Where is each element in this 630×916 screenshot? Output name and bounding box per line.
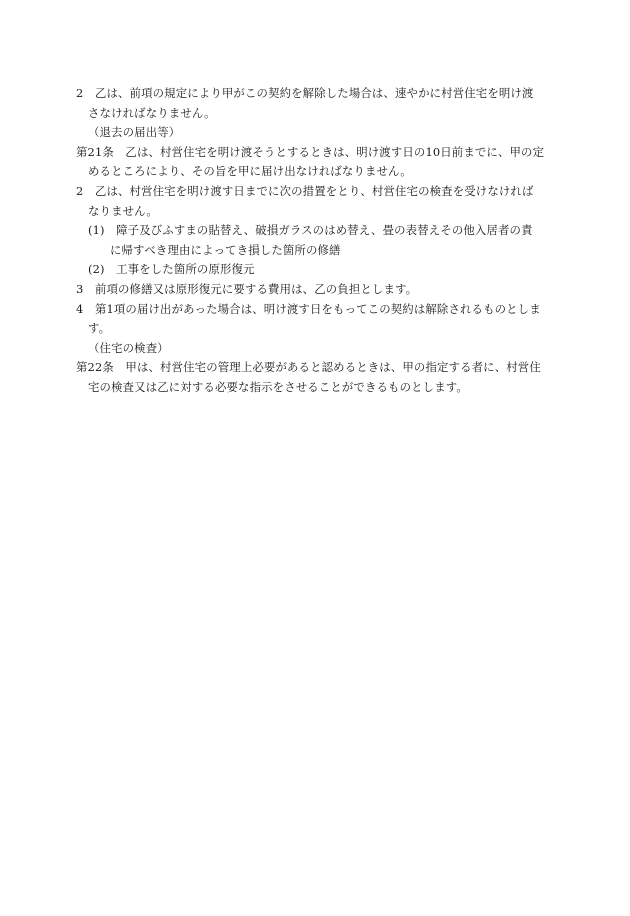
article-21-item-2-line-1: (2) 工事をした箇所の原形復元 (88, 262, 255, 277)
article-21-line-2: めるところにより、その旨を甲に届け出なければなりません。 (88, 164, 412, 179)
article-21-line-1: 第21条 乙は、村営住宅を明け渡そうとするときは、明け渡す日の10日前までに、甲の定 (76, 144, 545, 159)
article-21-item-1-line-1: (1) 障子及びふすまの貼替え、破損ガラスのはめ替え、畳の表替えその他入居者の責 (88, 223, 533, 238)
paragraph-2-line-2: さなければなりません。 (88, 105, 216, 120)
article-21-para-2-line-2: なりません。 (88, 203, 158, 218)
document-body (76, 84, 554, 398)
article-21-para-2-line-1: 2 乙は、村営住宅を明け渡す日までに次の措置をとり、村営住宅の検査を受けなければ (76, 183, 534, 198)
article-21-item-1-line-2: に帰すべき理由によってき損した箇所の修繕 (110, 242, 341, 257)
article-21-para-4-line-2: す。 (88, 321, 111, 336)
article-22-caption: （住宅の検査） (88, 340, 169, 355)
article-21-para-3-line-1: 3 前項の修繕又は原形復元に要する費用は、乙の負担とします。 (76, 281, 418, 296)
article-21-para-4-line-1: 4 第1項の届け出があった場合は、明け渡す日をもってこの契約は解除されるものとしま (76, 301, 541, 316)
article-21-caption: （退去の届出等） (88, 125, 181, 140)
article-22-line-1: 第22条 甲は、村営住宅の管理上必要があると認めるときは、甲の指定する者に、村営住 (76, 360, 541, 375)
article-22-line-2: 宅の検査又は乙に対する必要な指示をさせることができるものとします。 (88, 379, 468, 394)
paragraph-2-line-1: 2 乙は、前項の規定により甲がこの契約を解除した場合は、速やかに村営住宅を明け渡 (76, 86, 534, 100)
